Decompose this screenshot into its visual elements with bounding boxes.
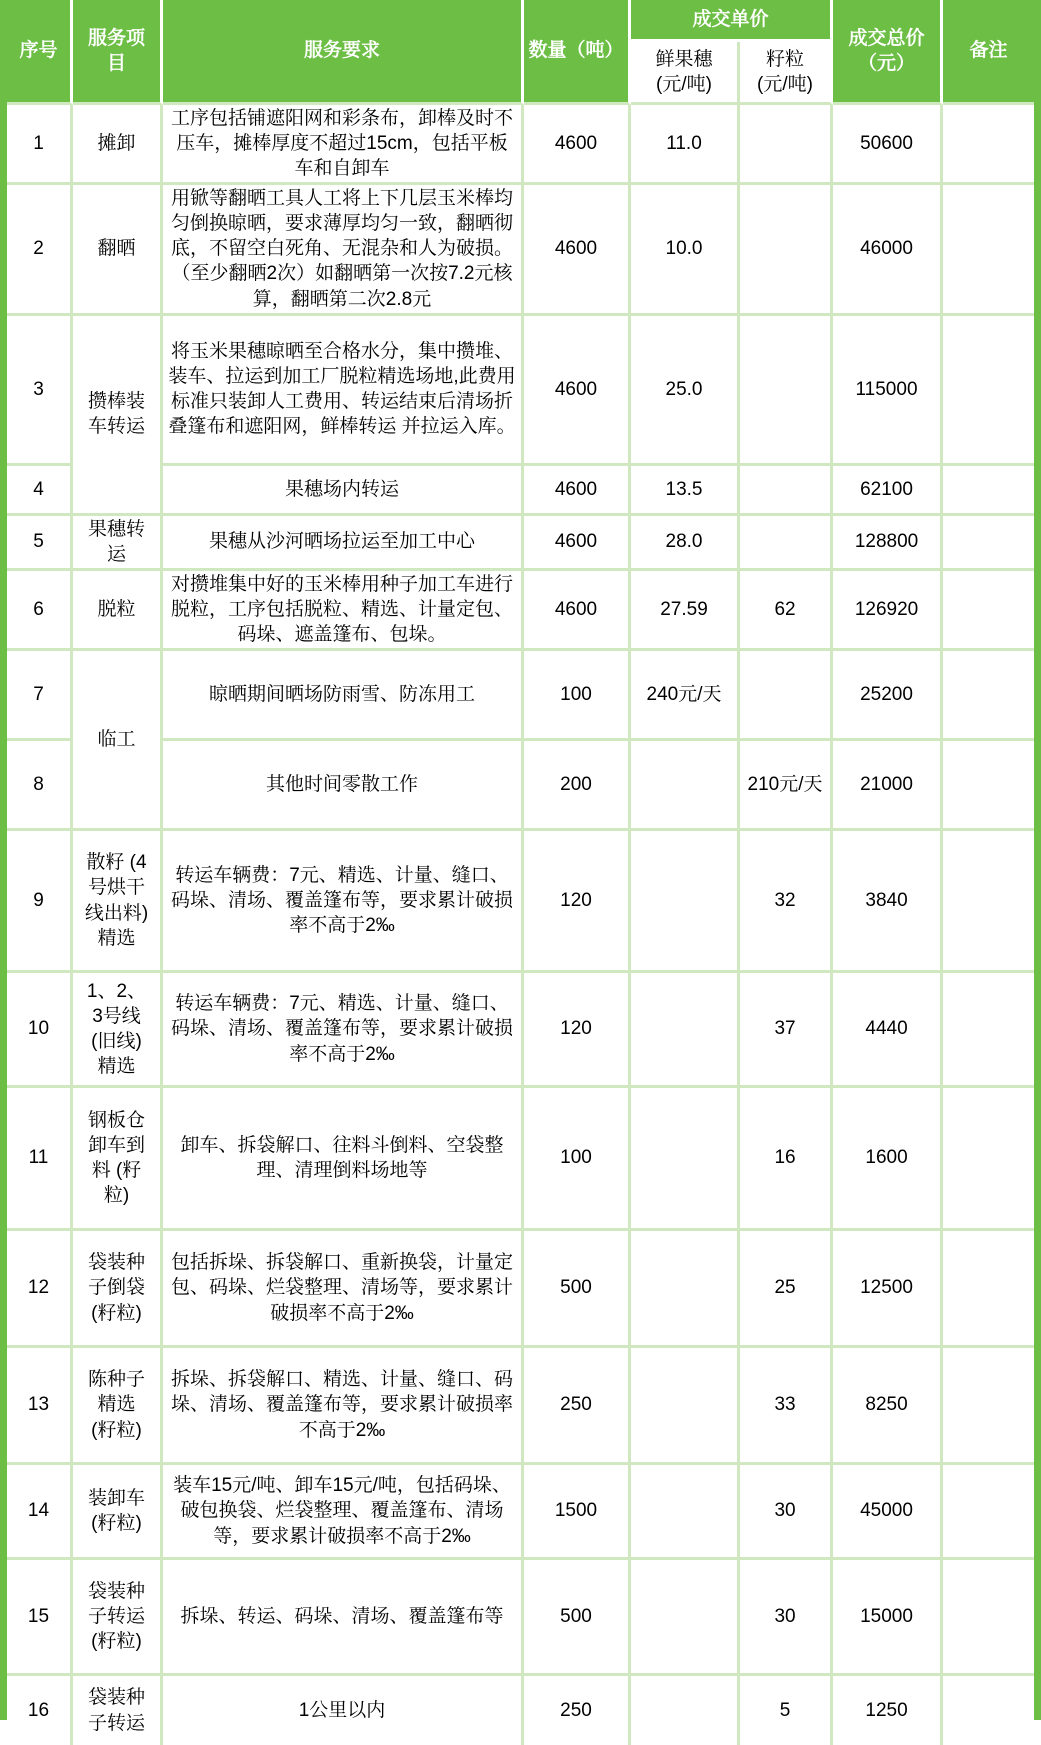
cell-fresh-price [631,831,740,973]
header-fresh-ear-line2: (元/吨) [656,74,712,95]
cell-fresh-price: 10.0 [631,185,740,315]
cell-total: 50600 [833,105,943,185]
cell-requirements: 卸车、拆袋解口、往料斗倒料、空袋整理、清理倒料场地等 [163,1088,524,1231]
cell-requirements: 装车15元/吨、卸车15元/吨，包括码垛、破包换袋、烂袋整理、覆盖篷布、清场等，要求累计破损率不高于2‰ [163,1465,524,1560]
cell-total: 3840 [833,831,943,973]
cell-grain-price [740,105,833,185]
cell-requirements: 拆垛、拆袋解口、精选、计量、缝口、码垛、清场、覆盖篷布等，要求累计破损率不高于2‰ [163,1348,524,1465]
cell-total: 1250 [833,1676,943,1745]
cell-grain-price: 25 [740,1231,833,1348]
table-row-16 [7,1676,1034,1745]
cell-total: 128800 [833,516,943,571]
cell-requirements: 1公里以内 [163,1676,524,1745]
cell-service-item: 脱粒 [73,571,163,651]
header-kernel-line1: 籽粒 [766,48,805,70]
cell-requirements: 其他时间零散工作 [163,741,524,831]
cell-fresh-price: 240元/天 [631,651,740,741]
cell-remark [943,185,1034,315]
cell-total: 126920 [833,571,943,651]
cell-requirements: 对攒堆集中好的玉米棒用种子加工车进行脱粒，工序包括脱粒、精选、计量定包、码垛、遮盖篷布、包垛。 [163,571,524,651]
cell-grain-price: 30 [740,1465,833,1560]
cell-grain-price: 16 [740,1088,833,1231]
cell-service-item: 装卸车 (籽粒) [73,1465,163,1560]
cell-requirements: 包括拆垛、拆袋解口、重新换袋，计量定包、码垛、烂袋整理、清场等，要求累计破损率不高于2‰ [163,1231,524,1348]
cell-grain-price: 30 [740,1560,833,1676]
cell-grain-price [740,185,833,315]
table-row-2 [7,185,1034,315]
cell-quantity: 4600 [524,516,631,571]
cell-grain-price: 37 [740,973,833,1088]
cell-serial: 13 [7,1348,73,1465]
cell-serial: 4 [7,466,73,516]
cell-remark [943,316,1034,466]
header-fresh-ear [631,42,740,105]
header-serial: 序号 [7,0,73,105]
cell-service-item: 翻晒 [73,185,163,315]
cell-requirements: 转运车辆费：7元、精选、计量、缝口、码垛、清场、覆盖篷布等，要求累计破损率不高于2‰ [163,973,524,1088]
cell-quantity: 4600 [524,105,631,185]
cell-serial: 1 [7,105,73,185]
cell-remark [943,1560,1034,1676]
cell-serial: 9 [7,831,73,973]
cell-remark [943,1465,1034,1560]
cell-fresh-price [631,1231,740,1348]
cell-fresh-price: 25.0 [631,316,740,466]
cell-remark [943,973,1034,1088]
cell-total: 1600 [833,1088,943,1231]
cell-requirements: 果穗场内转运 [163,466,524,516]
cell-total: 46000 [833,185,943,315]
table-row-15 [7,1560,1034,1676]
cell-quantity: 4600 [524,466,631,516]
cell-service-item: 摊卸 [73,105,163,185]
cell-requirements: 果穗从沙河晒场拉运至加工中心 [163,516,524,571]
cell-serial: 16 [7,1676,73,1745]
service-price-table [7,0,1034,1745]
cell-quantity: 500 [524,1231,631,1348]
cell-grain-price: 32 [740,831,833,973]
cell-quantity: 120 [524,831,631,973]
cell-grain-price [740,466,833,516]
cell-serial: 14 [7,1465,73,1560]
cell-remark [943,831,1034,973]
cell-quantity: 4600 [524,185,631,315]
cell-quantity: 120 [524,973,631,1088]
cell-fresh-price [631,1348,740,1465]
cell-service-item: 1、2、3号线(旧线)精选 [73,973,163,1088]
table-row-12 [7,1231,1034,1348]
header-total-price-line2: （元） [858,53,916,74]
cell-remark [943,1348,1034,1465]
cell-fresh-price [631,1676,740,1745]
cell-remark [943,1676,1034,1745]
header-remarks: 备注 [943,0,1034,105]
cell-quantity: 250 [524,1348,631,1465]
cell-quantity: 100 [524,1088,631,1231]
header-fresh-ear-line1: 鲜果穗 [655,48,713,70]
cell-service-item-merged: 临工 [73,651,163,831]
cell-fresh-price: 13.5 [631,466,740,516]
cell-requirements: 用锨等翻晒工具人工将上下几层玉米棒均匀倒换晾晒，要求薄厚均匀一致，翻晒彻底，不留空白死角、无混杂和人为破损。（至少翻晒2次）如翻晒第一次按7.2元核算，翻晒第二次2.8元 [163,185,524,315]
cell-grain-price [740,516,833,571]
cell-total: 62100 [833,466,943,516]
cell-quantity: 4600 [524,316,631,466]
header-kernel-line2: (元/吨) [757,74,813,95]
table-row-6 [7,571,1034,651]
table-row-9 [7,831,1034,973]
cell-total: 25200 [833,651,943,741]
cell-serial: 6 [7,571,73,651]
cell-total: 15000 [833,1560,943,1676]
cell-service-item: 钢板仓卸车到料 (籽粒) [73,1088,163,1231]
cell-fresh-price [631,973,740,1088]
cell-grain-price [740,651,833,741]
cell-grain-price: 5 [740,1676,833,1745]
cell-remark [943,516,1034,571]
cell-quantity: 100 [524,651,631,741]
header-unit-price-group: 成交单价 [631,0,833,42]
header-total-price-line1: 成交总价 [848,27,925,49]
cell-fresh-price [631,741,740,831]
table-row-1 [7,105,1034,185]
cell-service-item-merged: 攒棒装车转运 [73,316,163,516]
header-service-requirements: 服务要求 [163,0,524,105]
cell-remark [943,105,1034,185]
cell-remark [943,651,1034,741]
cell-quantity: 1500 [524,1465,631,1560]
cell-quantity: 500 [524,1560,631,1676]
cell-service-item: 袋装种子转运 [73,1676,163,1745]
cell-grain-price: 62 [740,571,833,651]
table-row-11 [7,1088,1034,1231]
cell-quantity: 200 [524,741,631,831]
header-service-item-label: 服务项目 [87,27,145,74]
cell-remark [943,1088,1034,1231]
cell-serial: 15 [7,1560,73,1676]
cell-service-item: 陈种子精选 (籽粒) [73,1348,163,1465]
cell-serial: 5 [7,516,73,571]
cell-remark [943,466,1034,516]
cell-grain-price: 33 [740,1348,833,1465]
cell-service-item: 散籽 (4号烘干线出料) 精选 [73,831,163,973]
cell-total: 4440 [833,973,943,1088]
cell-remark [943,1231,1034,1348]
cell-fresh-price: 28.0 [631,516,740,571]
table-row-14 [7,1465,1034,1560]
cell-serial: 10 [7,973,73,1088]
cell-fresh-price: 27.59 [631,571,740,651]
cell-requirements: 晾晒期间晒场防雨雪、防冻用工 [163,651,524,741]
cell-fresh-price [631,1088,740,1231]
cell-service-item: 袋装种子倒袋 (籽粒) [73,1231,163,1348]
cell-requirements: 拆垛、转运、码垛、清场、覆盖篷布等 [163,1560,524,1676]
cell-grain-price [740,316,833,466]
cell-total: 21000 [833,741,943,831]
cell-grain-price: 210元/天 [740,741,833,831]
cell-service-item: 袋装种子转运 (籽粒) [73,1560,163,1676]
cell-remark [943,741,1034,831]
cell-quantity: 4600 [524,571,631,651]
cell-total: 115000 [833,316,943,466]
header-kernel [740,42,833,105]
cell-serial: 2 [7,185,73,315]
table-row-7 [7,651,1034,741]
table-row-10 [7,973,1034,1088]
cell-total: 8250 [833,1348,943,1465]
header-total-price [833,0,943,105]
cell-requirements: 将玉米果穗晾晒至合格水分，集中攒堆、装车、拉运到加工厂脱粒精选场地,此费用标准只装卸人工费用、转运结束后清场折叠篷布和遮阳网，鲜棒转运 并拉运入库。 [163,316,524,466]
table-row-3 [7,316,1034,466]
cell-remark [943,571,1034,651]
cell-quantity: 250 [524,1676,631,1745]
cell-fresh-price [631,1560,740,1676]
header-row-top [7,0,1034,42]
header-service-item [73,0,163,105]
cell-serial: 11 [7,1088,73,1231]
cell-serial: 12 [7,1231,73,1348]
table-row-13 [7,1348,1034,1465]
cell-total: 12500 [833,1231,943,1348]
cell-serial: 7 [7,651,73,741]
cell-service-item: 果穗转运 [73,516,163,571]
header-quantity: 数量（吨） [524,0,631,105]
cell-serial: 3 [7,316,73,466]
cell-requirements: 工序包括铺遮阳网和彩条布，卸棒及时不压车，摊棒厚度不超过15cm，包括平板车和自卸车 [163,105,524,185]
table-row-5 [7,516,1034,571]
cell-total: 45000 [833,1465,943,1560]
cell-serial: 8 [7,741,73,831]
cell-fresh-price [631,1465,740,1560]
cell-fresh-price: 11.0 [631,105,740,185]
cell-requirements: 转运车辆费：7元、精选、计量、缝口、码垛、清场、覆盖篷布等，要求累计破损率不高于2‰ [163,831,524,973]
